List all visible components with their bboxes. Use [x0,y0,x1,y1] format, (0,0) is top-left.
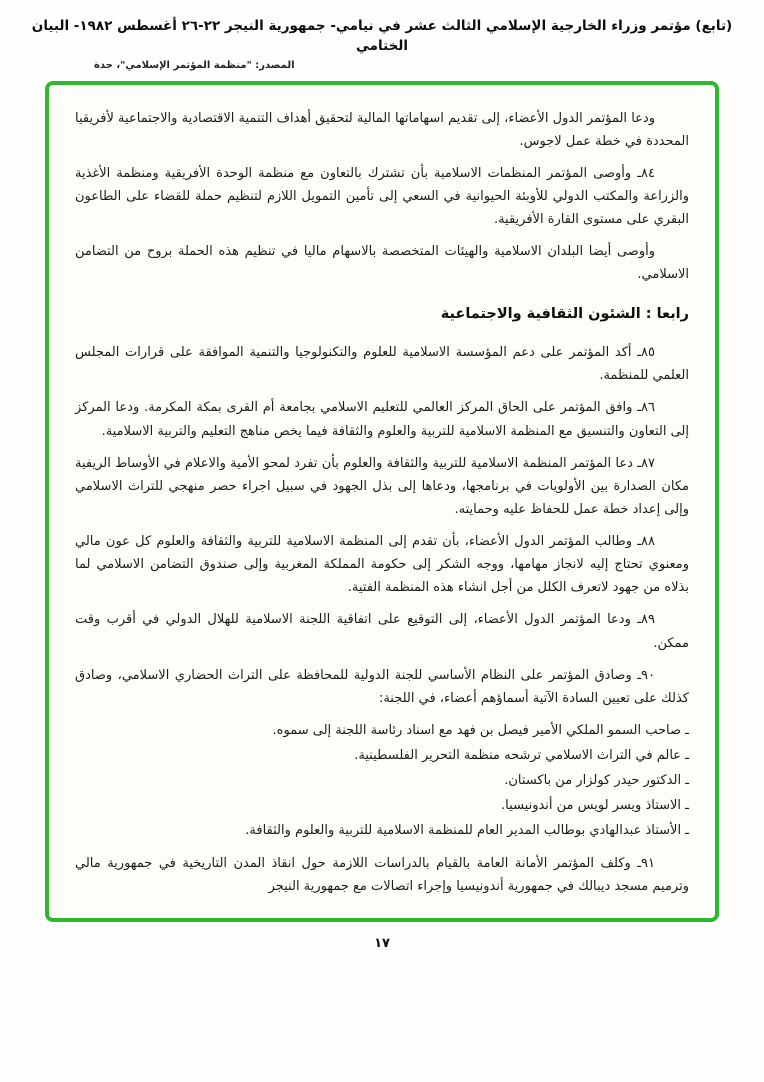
paragraph-84: ٨٤ـ وأوصى المؤتمر المنظمات الاسلامية بأن تشترك بالتعاون مع منظمة الوحدة الأفريقية ومنظمة الأغذية والزراعة والمكتب الدولي للأوبئة الحيوانية في السعي إلى تأمين التمويل اللازم لتنظيم حملة للقضاء على الطاعون البقري على مستوى القارة الأفريقية. [75,165,689,227]
committee-member-item: ـ الاستاذ ويسر لويس من أندونيسيا. [501,798,689,814]
section-heading-fourth: رابعا : الشئون الثقافية والاجتماعية [440,306,689,323]
paragraph-85: ٨٥ـ أكد المؤتمر على دعم المؤسسة الاسلامية للعلوم والتكنولوجيا والتنمية الموافقة على قرارات المجلس العلمي للمنظمة. [75,345,689,384]
committee-member-item: ـ عالم في التراث الاسلامي ترشحه منظمة التحرير الفلسطينية. [354,748,689,764]
paragraph-intro: ودعا المؤتمر الدول الأعضاء، إلى تقديم اسهاماتها المالية لتحقيق أهداف التنمية الاقتصادية والاجتماعية لأفريقيا المحددة في خطة عمل لاجوس. [75,110,689,149]
page-number: ١٧ [374,935,390,951]
paragraph-91: ٩١ـ وكلف المؤتمر الأمانة العامة بالقيام بالدراسات اللازمة حول انقاذ المدن التاريخية في جمهورية مالي وترميم مسجد ديبالك في جمهورية أندونيسيا وإجراء اتصالات مع جمهورية النيجر [75,855,689,894]
committee-member-list [75,719,689,843]
document-title: (تابع) مؤتمر وزراء الخارجية الإسلامي الثالث عشر في نيامي- جمهورية النيجر ٢٢-٢٦ أغسطس ١٩٨٢- البيان الختامي [31,18,733,55]
paragraph-89: ٨٩ـ ودعا المؤتمر الدول الأعضاء، إلى التوقيع على اتفاقية اللجنة الاسلامية للهلال الدولي في أقرب وقت ممكن. [75,612,689,651]
paragraph-87: ٨٧ـ دعا المؤتمر المنظمة الاسلامية للتربية والثقافة والعلوم بأن تفرد لمحو الأمية والاعلام في الأوساط الريفية مكان الصدارة بين الأولويات في برنامجها، ودعاها إلى بذل الجهود في سبيل اجراء حصر منهجي للتراث الاسلامي وإلى إعداد خطة عمل للحفاظ عليه وحمايته. [75,455,689,517]
committee-member-item: ـ الدكتور حيدر كولزار من باكستان. [504,773,689,789]
paragraph-90: ٩٠ـ وصادق المؤتمر على النظام الأساسي للجنة الدولية للمحافظة على التراث الحضاري الاسلامي، وصادق كذلك على تعيين السادة الآتية أسماؤهم أعضاء، في اللجنة: [75,667,689,706]
page-footer [0,922,764,961]
content-frame [45,81,719,922]
committee-member-item: ـ الأستاذ عبدالهادي بوطالب المدير العام للمنظمة الاسلامية للتربية والعلوم والثقافة. [245,823,689,839]
paragraph-88: ٨٨ـ وطالب المؤتمر الدول الأعضاء، بأن تقدم إلى المنظمة الاسلامية للتربية والثقافة والعلوم كل عون مالي ومعنوي تحتاج إليه لانجاز مهامها، ووجه الشكر إلى حكومة المملكة المغربية وإلى صندوق التضامن الاسلامي لما بذلاه من جهود لاتعرف الكلل من أجل انشاء هذه المنظمة الفتية. [75,534,689,596]
document-header [0,10,764,71]
paragraph-84-followup: وأوصى أيضا البلدان الاسلامية والهيئات المتخصصة بالاسهام ماليا في تنظيم هذه الحملة بروح من التضامن الاسلامي. [75,244,689,283]
committee-member-item: ـ صاحب السمو الملكي الأمير فيصل بن فهد مع اسناد رئاسة اللجنة إلى سموه. [272,722,689,738]
paragraph-86: ٨٦ـ وافق المؤتمر على الحاق المركز العالمي للتعليم الاسلامي بجامعة أم القرى بمكة المكرمة. ودعا المركز إلى التعاون والتنسيق مع المنظمة الاسلامية للتربية والعلوم والثقافة فيما يخص مناهج التعليم والتربية الاسلامية. [75,400,689,439]
document-source: المصدر: "منظمة المؤتمر الإسلامي"، جدة [94,59,295,71]
